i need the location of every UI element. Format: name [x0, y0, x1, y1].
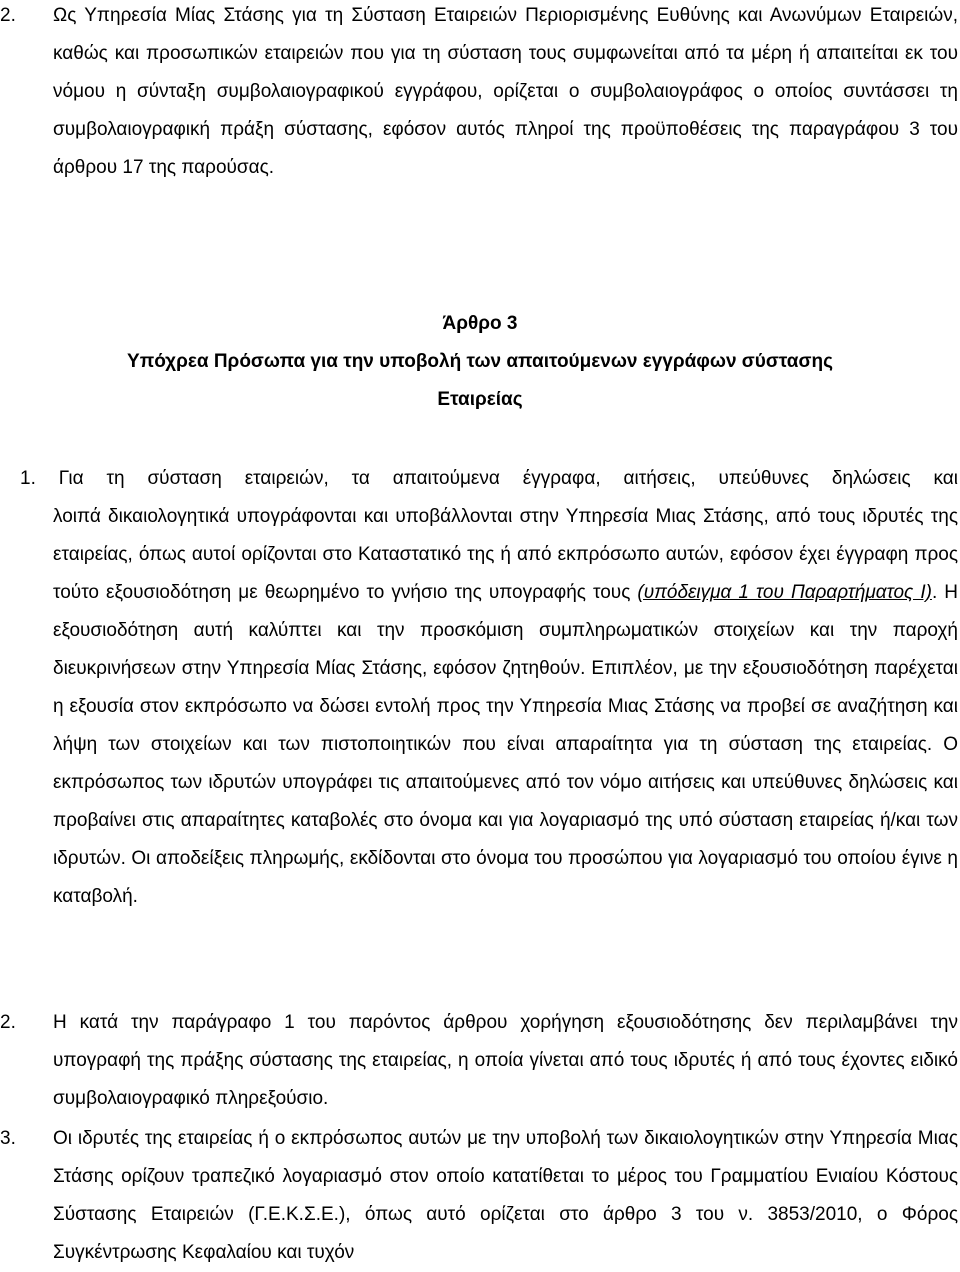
- article-title-line-1: Υπόχρεα Πρόσωπα για την υποβολή των απαιτούμενων εγγράφων σύστασης: [127, 351, 833, 372]
- paragraph-text: Η κατά την παράγραφο 1 του παρόντος άρθρου χορήγηση εξουσιοδότησης δεν περιλαμβάνει την υπογραφή της πράξης σύστασης της εταιρείας, η οποία γίνεται από τους ιδρυτές ή από τους έχοντες ειδικό συμβολαιογραφικό πληρεξούσιο.: [53, 1012, 958, 1109]
- paragraph-3: [0, 1120, 960, 1272]
- paragraph-1: [0, 460, 960, 916]
- article-title-line-2: Εταιρείας: [437, 389, 523, 410]
- paragraph-1-text-end: . Η εξουσιοδότηση αυτή καλύπτει και την προσκόμιση συμπληρωματικών στοιχείων και την παροχή διευκρινήσεων στην Υπηρεσία Μίας Στάσης, εφόσον ζητηθούν. Επιπλέον, με την εξουσιοδότηση παρέχεται η εξουσία στον εκπρόσωπο να δώσει εντολή προς την Υπηρεσία Μιας Στάσης να προβεί σε αναζήτηση και λήψη των στοιχείων και των πιστοποιητικών που είναι απαραίτητα για τη σύσταση της εταιρείας. Ο εκπρόσωπος των ιδρυτών υπογράφει τις απαιτούμενες από τον νόμο αιτήσεις και υπεύθυνες δηλώσεις και προβαίνει στις απαραίτητες καταβολές στο όνομα και για λογαριασμό της υπό σύσταση εταιρείας ή/και των ιδρυτών. Οι αποδείξεις πληρωμής, εκδίδονται στο όνομα του προσώπου για λογαριασμό του οποίου έγινε η καταβολή.: [53, 582, 958, 907]
- paragraph-1-first-line: 1. Για τη σύσταση εταιρειών, τα απαιτούμενα έγγραφα, αιτήσεις, υπεύθυνες δηλώσεις και: [20, 468, 958, 489]
- paragraph-2: [0, 1004, 960, 1118]
- article-number: Άρθρο 3: [442, 313, 518, 334]
- paragraph-number: 2.: [0, 5, 16, 26]
- paragraph-number: 3.: [0, 1128, 16, 1149]
- paragraph-number: 2.: [0, 1012, 16, 1033]
- paragraph-1-text-start: λοιπά δικαιολογητικά υπογράφονται και υποβάλλονται στην Υπηρεσία Μιας Στάσης, από τους ιδρυτές της εταιρείας, όπως αυτοί ορίζονται στο Καταστατικό της ή από εκπρόσωπο αυτών, εφόσον έχει έγγραφη προς τούτο εξουσιοδότηση με θεωρημένο το γνήσιο της υπογραφής τους: [53, 506, 958, 603]
- paragraph-2-top: [0, 0, 960, 187]
- paragraph-text: Οι ιδρυτές της εταιρείας ή ο εκπρόσωπος αυτών με την υποβολή των δικαιολογητικών στην Υπηρεσία Μιας Στάσης ορίζουν τραπεζικό λογαριασμό στον οποίο κατατίθεται το μέρος του Γραμματίου Ενιαίου Κόστους Σύστασης Εταιρειών (Γ.Ε.Κ.Σ.Ε.), όπως αυτό ορίζεται στο άρθρο 3 του ν. 3853/2010, ο Φόρος Συγκέντρωσης Κεφαλαίου και τυχόν: [53, 1128, 958, 1263]
- paragraph-1-text: [53, 498, 958, 916]
- paragraph-text: Ως Υπηρεσία Μίας Στάσης για τη Σύσταση Εταιρειών Περιορισμένης Ευθύνης και Ανωνύμων Εταιρειών, καθώς και προσωπικών εταιρειών που για τη σύσταση τους συμφωνείται από τα μέρη ή απαιτείται εκ του νόμου η σύνταξη συμβολαιογραφικού εγγράφου, ορίζεται ο συμβολαιογράφος ο οποίος συντάσσει τη συμβολαιογραφική πράξη σύστασης, εφόσον αυτός πληροί της προϋποθέσεις της παραγράφου 3 του άρθρου 17 της παρούσας.: [53, 5, 958, 178]
- appendix-reference: (υπόδειγμα 1 του Παραρτήματος Ι): [637, 582, 932, 603]
